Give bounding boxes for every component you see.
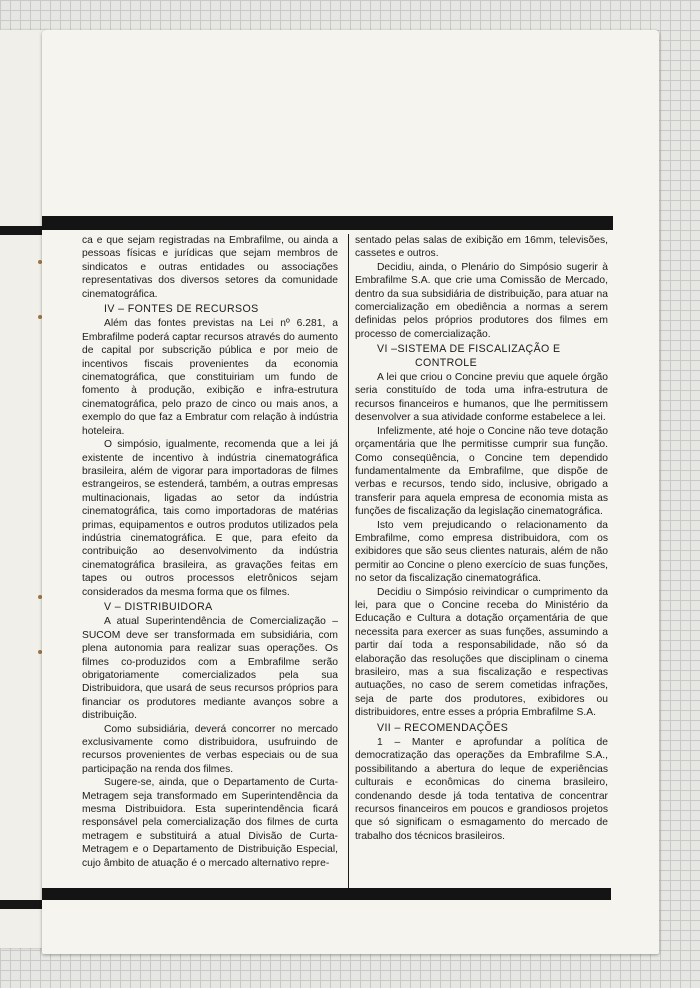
section-v-paragraph-2: Como subsidiária, deverá concorrer no mercado exclusivamente como distribuidora, usufruindo de recursos provenientes de verbas especiais ou de sua participação na renda dos filmes. [82,723,338,775]
top-black-band [42,216,613,230]
section-iv-heading: IV – FONTES DE RECURSOS [104,303,259,316]
section-vi-heading: VI –SISTEMA DE FISCALIZAÇÃO E CONTROLE [377,343,561,369]
section-vi-paragraph-2: Infelizmente, até hoje o Concine não teve dotação orçamentária que lhe permitisse cumprir sua função. Como conseqüência, o Concine tem dependido fundamentalmente da Embrafilme, que dispõe de verbas e recursos, tendo sido, inclusive, obrigado a transferir para aquela empresa de economia mista as funções de fiscalização da legislação cinematográfica. [355,425,608,518]
section-vii-paragraph-1: 1 – Manter e aprofundar a política de democratização das operações da Embrafilme S.A., possibilitando a abertura do leque de experiências culturais e econômicas do cinema brasileiro, condenando desde já toda tentativa de concentrar recursos financeiros em poucos e grandiosos projetos que só significam o esmagamento do mercado de trabalho dos técnicos brasileiros. [355,737,608,842]
left-column [82,234,338,886]
continued-paragraph: sentado pelas salas de exibição em 16mm, televisões, cassetes e outros. [355,235,608,260]
section-iv-paragraph-1: Além das fontes previstas na Lei nº 6.281, a Embrafilme poderá captar recursos através do aumento de capital por subscrição pública e por meio de incentivos fiscais provenientes da economia cinematográfica, que constituiriam um fundo de fomento à produção, exibição e infra-estrutura cinematográfica, pelo prazo de cinco ou mais anos, a exemplo do que faz a Embratur com relação à indústria hoteleira. [82,318,338,437]
intro-paragraph: ca e que sejam registradas na Embrafilme, ou ainda a pessoas físicas e jurídicas que sejam membros de sindicatos e outras entidades ou associações representativas dos diversos setores da comunidade cinematográfica. [82,235,338,300]
previous-page-bottom-band [0,900,46,909]
column-divider [348,234,349,889]
bottom-black-band [42,888,611,900]
section-v-paragraph-1: A atual Superintendência de Comercialização – SUCOM deve ser transformada em subsidiária, com plena autonomia para realizar suas operações. Os filmes co-produzidos com a Embrafilme serão obrigatoriamente comercializados pela sua Distribuidora, que usará de seus recursos próprios para financiar os produtores mediante avanços sobre a distribuição. [82,616,338,722]
section-vi-paragraph-1: A lei que criou o Concine previu que aquele órgão seria constituído de toda uma infra-estrutura de recursos financeiros e humanos, que lhe permitissem desenvolver a sua atividade conforme estabelece a lei. [355,372,608,424]
previous-page-top-band [0,226,46,235]
previous-page-edge [0,30,46,948]
section-vi-paragraph-3: Isto vem prejudicando o relacionamento da Embrafilme, como empresa distribuidora, com os exibidores que são seus clientes naturais, além de não permitir ao Concine o pleno exercício de suas funções, no setor da fiscalização cinematográfica. [355,519,608,585]
section-iv-paragraph-2: O simpósio, igualmente, recomenda que a lei já existente de incentivo à indústria cinematográfica brasileira, além de vigorar para importadoras de filmes estrangeiros, se estenderá, também, a outras empresas multinacionais, ligadas ao setor da indústria cinematográfica, tais como importadoras de matérias primas, equipamentos e outros produtos utilizados pela indústria cinematográfica. E que, para efeito da contribuição ao desenvolvimento da indústria cinematográfica brasileira, as gravações feitas em tapes ou outros processos eletrônicos sejam considerados da mesma forma que os filmes. [82,439,338,598]
section-v-heading: V – DISTRIBUIDORA [104,600,213,613]
right-column [355,234,608,886]
section-vi-paragraph-4: Decidiu o Simpósio reivindicar o cumprimento da lei, para que o Concine receba do Ministério da Educação e Cultura a dotação orçamentária de que necessita para exercer as suas funções, assumindo a partir daí toda a responsabilidade, não só da elaboração das resoluções que disciplinam o cinema brasileiro, mas a sua fiscalização e respectivas autuações, no caso de serem cometidas infrações, seja de parte dos produtores, exibidores ou distribuidores, entre esses a própria Embrafilme S.A. [355,586,608,719]
section-v-paragraph-3: Sugere-se, ainda, que o Departamento de Curta-Metragem seja transformado em Superintendência da mesma Distribuidora. Esta superintendência ficará responsável pela comercialização dos filmes de curta metragem e substituirá a atual Divisão de Curta-Metragem e o Departamento de Distribuição Especial, cujo âmbito de atuação é o mercado alternativo repre- [82,777,338,869]
decidiu-paragraph: Decidiu, ainda, o Plenário do Simpósio sugerir à Embrafilme S.A. que crie uma Comissão de Mercado, dentro da sua subsidiária de distribuição, para atuar na comercialização em obediência a normas a serem definidas pelos próprios produtores dos filmes em processo de comercialização. [355,261,608,340]
document-page [42,30,659,954]
section-vii-heading: VII – RECOMENDAÇÕES [377,721,509,734]
